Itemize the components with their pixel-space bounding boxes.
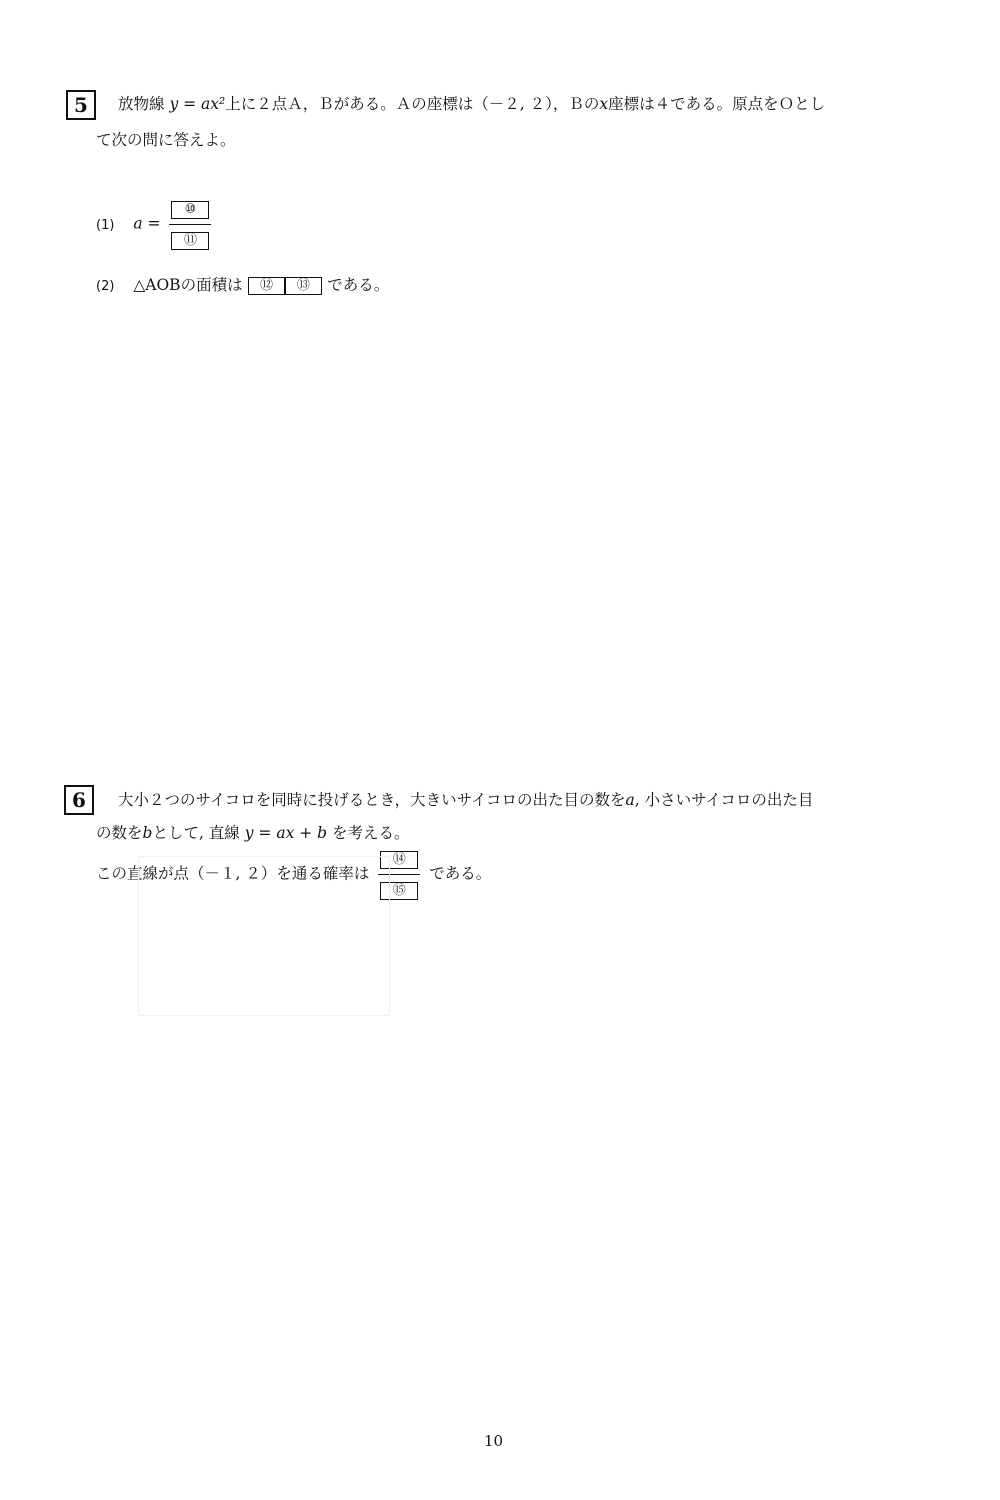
page-number: 10	[484, 1432, 504, 1450]
question-5-line-1: 放物線 y = ax²上に２点Ａ，Ｂがある。Ａの座標は（－２, ２），Ｂのx座標は４である。原点をＯとし	[118, 95, 826, 113]
question-6-number: 6	[64, 785, 94, 815]
fraction-a	[169, 196, 211, 253]
answer-box-15[interactable]: ⑮	[380, 882, 418, 900]
answer-box-11[interactable]: ⑪	[171, 232, 209, 250]
question-5-line-2: て次の問に答えよ。	[96, 131, 236, 149]
answer-box-12[interactable]: ⑫	[248, 277, 286, 295]
answer-box-13[interactable]: ⑬	[284, 277, 322, 295]
question-6-line-2: の数をbとして, 直線 y = ax + b を考える。	[96, 824, 410, 842]
question-5-part-1: (1) a = $\frac{\text{⑩}}{\text{⑪}}$	[96, 196, 215, 253]
faint-bleed-through-box	[138, 856, 390, 1016]
answer-box-pair-12-13	[248, 276, 323, 294]
question-6-line-3: この直線が点（－１, ２）を通る確率は $\frac{\text{⑭}}{\text{⑮}}$ である。	[96, 846, 491, 903]
question-6-line-1: 大小２つのサイコロを同時に投げるとき，大きいサイコロの出た目の数をa, 小さいサイコロの出た目	[118, 791, 814, 809]
answer-box-10[interactable]: ⑩	[171, 201, 209, 219]
question-5-number: 5	[66, 90, 96, 120]
answer-box-14[interactable]: ⑭	[380, 851, 418, 869]
question-5-part-2: (2) △AOBの面積は ⑫ ⑬ である。	[96, 276, 390, 294]
